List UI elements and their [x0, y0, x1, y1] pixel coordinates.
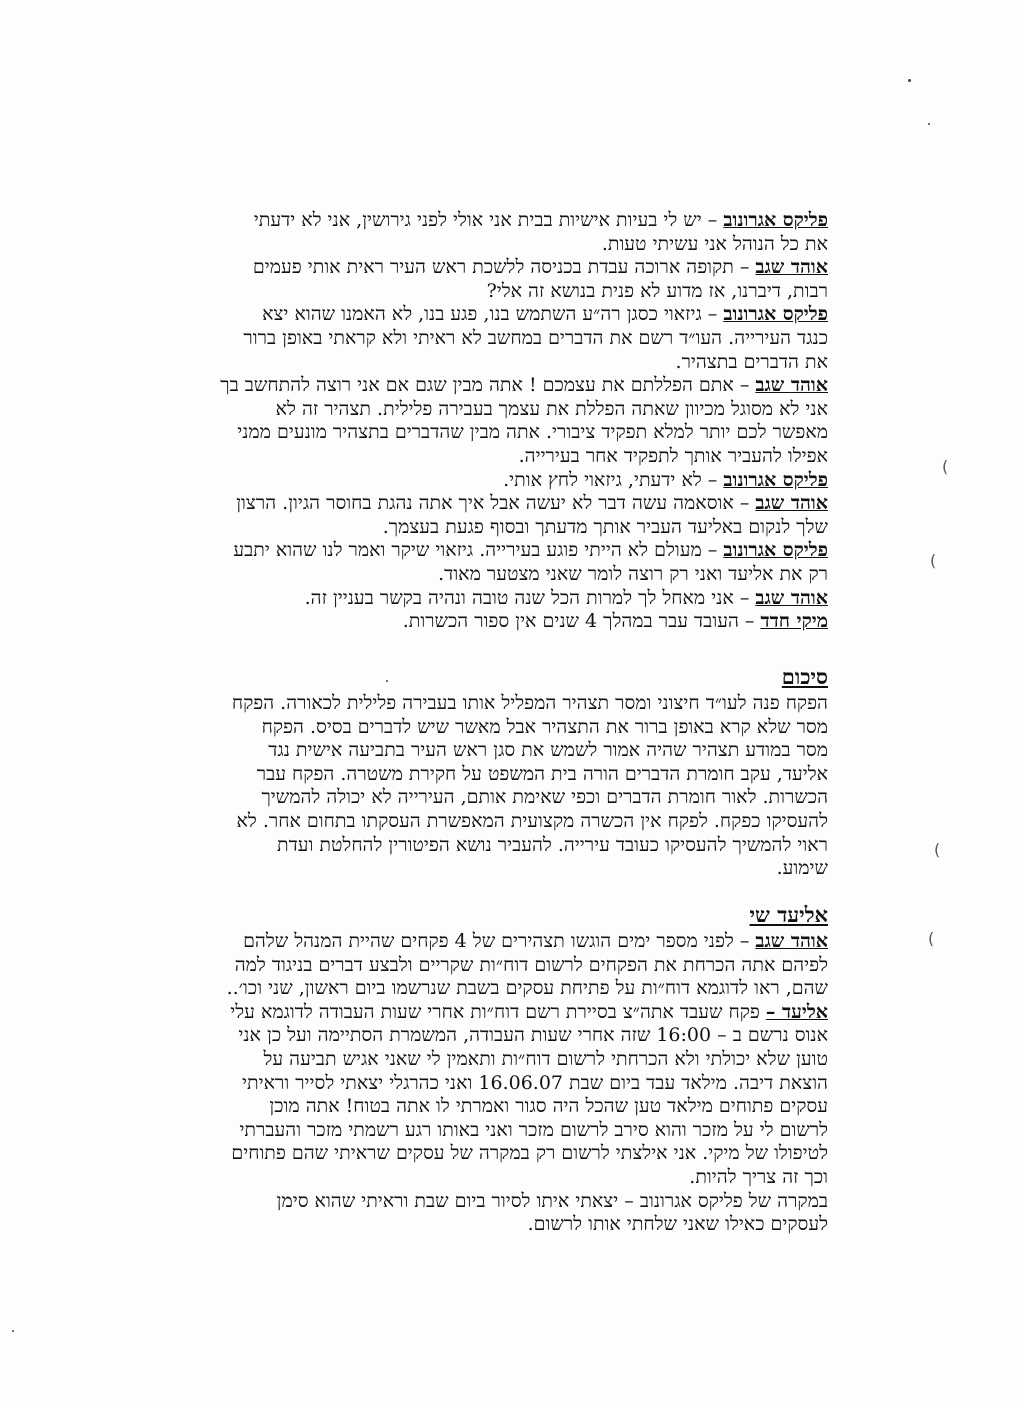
- margin-mark: (: [928, 929, 935, 948]
- dialogue-text: וכך זה צריך להיות.: [689, 1165, 828, 1188]
- dialogue-turn: [100, 469, 828, 493]
- summary-text: ראוי להמשיך להעסיקו כעובד עירייה. להעביר נושא הפיטורין להחלטת ועדת: [276, 833, 828, 856]
- speaker-name: פליקס אגרונוב: [723, 539, 828, 562]
- speaker-name: אליעד –: [765, 1000, 828, 1023]
- speaker-name: אוהד שגב: [755, 492, 828, 515]
- scan-speck: [908, 79, 911, 82]
- dialogue-text: – אוסאמה עשה דבר לא יעשה אבל איך אתה נהגת בחוסר הגיון. הרצון: [236, 492, 750, 515]
- dialogue-text: כנגד העירייה. העו״ד רשם את הדברים במחשב לא ראיתי ולא קראתי באופן ברור: [243, 326, 828, 349]
- dialogue-section: [100, 209, 828, 634]
- dialogue-text: – לא ידעתי, גיזאוי לחץ אותי.: [503, 468, 718, 491]
- dialogue-text: מאפשר לכם יותר למלא תפקיד ציבורי. אתה מבין שהדברים בתצהיר מונעים ממני: [237, 421, 828, 444]
- dialogue-text: – יש לי בעיות אישיות בבית אני אולי לפני גירושין, אני לא ידעתי: [253, 209, 718, 231]
- dialogue-text: – העובד עבר במהלך 4 שנים אין ספור הכשרות.: [402, 610, 755, 633]
- summary-text: להעסיקו כפקח. לפקח אין הכשרה מקצועית המאפשרת העסקתו בתחום אחר. לא: [236, 809, 828, 832]
- dialogue-text: רבות, דיברנו, אז מדוע לא פנית בנושא זה אלי?: [486, 279, 828, 302]
- dialogue-text: – תקופה ארוכה עבדת בכניסה ללשכת ראש העיר ראית אותי פעמים: [252, 256, 750, 279]
- dialogue-text: אנוס נרשם ב – 16:00 שזה אחרי שעות העבודה, המשמרת הסתיימה ועל כן אני: [238, 1024, 828, 1047]
- dialogue-text: במקרה של פליקס אגרונוב – יצאתי איתו לסיור ביום שבת וראיתי שהוא סימן: [276, 1189, 828, 1212]
- speaker-name: אוהד שגב: [755, 374, 828, 397]
- dialogue-text: שהם, ראו לדוגמא דוח״ות על פתיחת עסקים בשבת שנרשמו ביום ראשון, שני וכו׳..: [226, 977, 828, 1000]
- dialogue-turn: [100, 610, 828, 634]
- speaker-name: פליקס אגרונוב: [723, 468, 828, 491]
- section-heading: סיכום: [781, 664, 828, 689]
- margin-mark: (: [934, 840, 941, 859]
- dialogue-text: – אני מאחל לך למרות הכל שנה טובה ונהיה בקשר בעניין זה.: [304, 586, 750, 609]
- dialogue-text: – אתם הפללתם את עצמכם ! אתה מבין שגם אם אני רוצה להתחשב בך: [220, 374, 750, 397]
- dialogue-text: את הדברים בתצהיר.: [675, 350, 828, 373]
- summary-text: הפקח פנה לעו״ד חיצוני ומסר תצהיר המפליל אותו בעבירה פלילית לכאורה. הפקח: [231, 692, 828, 714]
- scan-speck: [928, 123, 930, 125]
- dialogue-text: אפילו להעביר אותך לתפקיד אחר בעירייה.: [518, 444, 828, 467]
- dialogue-text: לעסקים כאילו שאני שלחתי אותו לרשום.: [527, 1213, 828, 1236]
- dialogue-turn: [100, 492, 828, 539]
- dialogue-text: רק את אליעד ואני רק רוצה לומר שאני מצטער מאוד.: [438, 562, 828, 585]
- dialogue-turn: [100, 374, 828, 468]
- summary-text: מסר שלא קרא באופן ברור את התצהיר אבל מאשר שיש לדברים בסיס. הפקח: [261, 715, 828, 738]
- dialogue-text: – מעולם לא הייתי פוגע בעירייה. גיזאוי שיקר ואמר לנו שהוא יתבע: [233, 539, 718, 562]
- dialogue-text: – לפני מספר ימים הוגשו תצהירים של 4 פקחים שהיית המנהל שלהם: [243, 930, 750, 952]
- dialogue-turn: [100, 587, 828, 611]
- section-heading: אליעד שי: [749, 902, 828, 927]
- speaker-name: מיקי חדד: [760, 610, 828, 633]
- summary-text: מסר במודע תצהיר שהיה אמור לשמש את סגן ראש העיר בתביעה אישית נגד: [268, 739, 828, 762]
- speaker-name: פליקס אגרונוב: [723, 209, 828, 231]
- dialogue-turn: [100, 209, 828, 256]
- speaker-name: פליקס אגרונוב: [723, 303, 828, 326]
- margin-mark: (: [942, 457, 949, 476]
- dialogue-text: הוצאת דיבה. מילאד עבד ביום שבת 16.06.07 ואני כהרגלי יצאתי לסייר וראיתי: [242, 1071, 828, 1094]
- dialogue-turn: [100, 930, 828, 1001]
- dialogue-turn: [100, 539, 828, 586]
- summary-text: הכשרות. לאור חומרת הדברים וכפי שאימת אותם, העירייה לא יכולה להמשיך: [261, 786, 828, 809]
- dialogue-text: פקח שעבד אתה״צ בסיירת רשם דוח״ות אחרי שעות העבודה לדוגמא עלי: [230, 1000, 760, 1023]
- summary-text: שימוע.: [776, 857, 828, 880]
- dialogue-turn: [100, 1001, 828, 1190]
- scan-speck: [12, 1330, 14, 1332]
- dialogue-text: לרשום לי על מזכר והוא סירב לרשום מזכר ואני באותו רגע רשמתי מזכר והעברתי: [239, 1118, 828, 1141]
- speaker-name: אוהד שגב: [755, 930, 828, 952]
- dialogue-turn: [100, 256, 828, 303]
- speaker-name: אוהד שגב: [755, 256, 828, 279]
- speaker-name: אוהד שגב: [755, 586, 828, 609]
- dialogue-text: אני לא מסוגל מכיוון שאתה הפללת את עצמך בעבירה פלילית. תצהיר זה לא: [275, 397, 828, 420]
- dialogue-text: את כל הנוהל אני עשיתי טעות.: [601, 232, 828, 255]
- dialogue-turn: [100, 303, 828, 374]
- dialogue-text: עסקים פתוחים מילאד טען שהכל היה סגור ואמרתי לו אתה בטוח! אתה מוכן: [269, 1095, 828, 1118]
- dialogue-text: שלך לנקום באליעד העביר אותך מדעתך ובסוף פגעת בעצמך.: [382, 515, 828, 538]
- eliad-section: [100, 902, 828, 1237]
- dialogue-text: – גיזאוי כסגן רה״ע השתמש בנו, פגע בנו, לא האמנו שהוא יצא: [262, 303, 718, 326]
- summary-text: אליעד, עקב חומרת הדברים הורה בית המשפט על חקירת משטרה. הפקח עבר: [256, 762, 828, 785]
- dialogue-text: טוען שלא יכולתי ולא הכרחתי לרשום דוח״ות ותאמין לי שאני אגיש תביעה על: [263, 1047, 828, 1070]
- margin-mark: (: [930, 551, 937, 570]
- dialogue-text: לפיהם אתה הכרחת את הפקחים לרשום דוח״ות שקריים ולבצע דברים בניגוד למה: [234, 953, 828, 976]
- dialogue-text: לטיפולו של מיקי. אני אילצתי לרשום רק במקרה של עסקים שראיתי שהם פתוחים: [231, 1142, 828, 1165]
- summary-section: [100, 664, 828, 881]
- dialogue-turn: [100, 1190, 828, 1237]
